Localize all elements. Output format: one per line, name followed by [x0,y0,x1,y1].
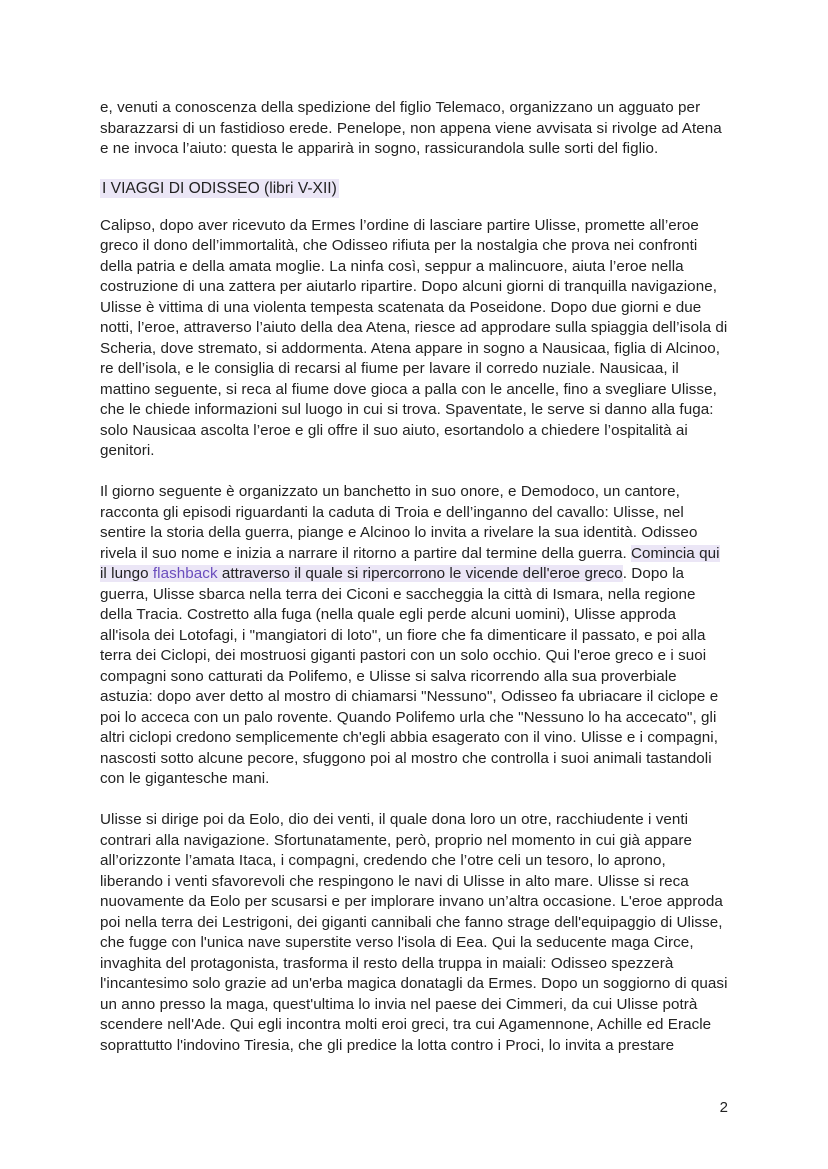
page-number: 2 [719,1099,728,1116]
text-line: invaghita del protagonista, trasforma il resto della truppa in maiali: Odisseo spezzerà [100,954,674,972]
text-line: all'isola dei Lotofagi, i "mangiatori di loto", un fiore che fa dimenticare il passato, e poi alla [100,626,706,644]
text-line: racconta gli episodi riguardanti la caduta di Troia e dell’inganno del cavallo: Ulisse, nel [100,503,684,521]
text-line: Il giorno seguente è organizzato un banchetto in suo onore, e Demodoco, un cantore, [100,483,680,500]
text-line: contrari alla navigazione. Sfortunatamente, però, proprio nel momento in cui già appare [100,831,692,849]
text-line [100,564,736,585]
text-line: e, venuti a conoscenza della spedizione del figlio Telemaco, organizzano un agguato per [100,99,701,116]
paragraph-eolo [100,810,736,1056]
text-line: Scheria, dove stremato, si addormenta. Atena appare in sogno a Nausicaa, figlia di Alcinoo, [100,339,721,357]
text-line: sentire la storia della guerra, piange e Alcinoo lo invita a rivelare la sua identità. Odisseo [100,524,698,541]
intro-paragraph [100,98,736,160]
text-span: rivela il suo nome e inizia a narrare il ritorno a partire dal termine della guerra. [100,544,632,562]
paragraph-calipso [100,216,736,462]
text-line: l'incantesimo solo grazie ad un'erba magica donatagli da Ermes. Dopo un soggiorno di quasi [100,975,728,992]
text-span: . Dopo la [622,565,685,582]
text-line: all’orizzonte l’amata Itaca, i compagni, credendo che l’otre celi un tesoro, lo aprono, [100,852,666,869]
text-line: altri ciclopi credono semplicemente ch'egli abbia esagerato con il vino. Ulisse e i compagni, [100,729,718,746]
text-line: della patria e della amata moglie. La ninfa così, seppur a malincuore, aiuta l’eroe nella [100,257,684,275]
text-line [100,544,736,565]
highlighted-text: Comincia qui [631,544,720,562]
text-line: liberando i venti sfavorevoli che respingono le navi di Ulisse in alto mare. Ulisse si reca [100,872,689,890]
text-line: poi nella terra dei Lestrigoni, dei giganti cannibali che fanno strage dell'equipaggio di Ulisse, [100,913,723,931]
text-line: costruzione di una zattera per aiutarlo ripartire. Dopo alcuni giorni di tranquilla navigazione, [100,278,717,295]
text-line: scendere nell'Ade. Qui egli incontra molti eroi greci, tra cui Agamennone, Achille ed Eracle [100,1016,712,1033]
text-line: un anno presso la maga, quest'ultima lo invia nel paese dei Cimmeri, da cui Ulisse potrà [100,995,698,1013]
text-line: nascosti sotto alcune pecore, sfuggono poi al mostro che controlla i suoi animali tastandoli [100,749,712,767]
text-line: sbarazzarsi di un fastidioso erede. Penelope, non appena viene avvisata si rivolge ad Atena [100,119,722,137]
section-heading [100,178,736,200]
text-line: con le gigantesche mani. [100,770,270,787]
text-line: notti, l’eroe, attraverso l’aiuto della dea Atena, riesce ad approdare sulla spiaggia dell’isola di [100,319,728,336]
text-line: Ulisse è vittima di una violenta tempesta scatenata da Poseidone. Dopo due giorni e due [100,298,702,316]
text-line: terra dei Ciclopi, dei mostruosi giganti pastori con un solo occhio. Qui l'eroe greco e i suoi [100,647,707,664]
document-page [100,98,736,1056]
text-line: nuovamente da Eolo per scusarsi e per implorare invano un’altra occasione. L'eroe approda [100,893,723,910]
highlighted-text: il lungo [100,565,153,582]
text-line: e ne invoca l’aiuto: questa le apparirà in sogno, rassicurandola sulle sorti del figlio. [100,140,659,157]
text-line: astuzia: dopo aver detto al mostro di chiamarsi "Nessuno", Odisseo fa ubriacare il ciclope e [100,688,719,705]
text-line: compagni sono catturati da Polifemo, e Ulisse si salva ricorrendo alla sua proverbiale [100,667,677,685]
text-line: guerra, Ulisse sbarca nella terra dei Ciconi e saccheggia la città di Ismara, nella regione [100,585,696,603]
text-line: greco il dono dell’immortalità, che Odisseo rifiuta per la nostalgia che prova nei confronti [100,237,698,254]
text-line: che le chiede informazioni sul luogo in cui si trova. Spaventate, le serve si danno alla fuga: [100,401,714,418]
text-line: genitori. [100,442,155,459]
text-line: re dell’isola, e le consiglia di recarsi al fiume per lavare il corredo nuziale. Nausicaa, il [100,360,679,377]
text-line: mattino seguente, si reca al fiume dove gioca a palla con le ancelle, fino a svegliare Ulisse, [100,380,717,398]
section-heading-text: I VIAGGI DI ODISSEO (libri V-XII) [102,179,337,197]
flashback-link[interactable]: flashback [152,565,218,582]
text-line: della Tracia. Costretto alla fuga (nella quale egli perde alcuni uomini), Ulisse approda [100,606,676,623]
text-line: soprattutto l'indovino Tiresia, che gli predice la lotta contro i Proci, lo invita a prestare [100,1036,675,1054]
paragraph-banchetto [100,482,736,790]
text-line: poi lo acceca con un palo rovente. Quando Polifemo urla che "Nessuno lo ha accecato", gli [100,708,717,726]
highlighted-text: attraverso il quale si ripercorrono le vicende dell'eroe greco [217,565,623,582]
text-line: Calipso, dopo aver ricevuto da Ermes l’ordine di lasciare partire Ulisse, promette all’eroe [100,216,699,234]
text-line: Ulisse si dirige poi da Eolo, dio dei venti, il quale dona loro un otre, racchiudente i venti [100,811,689,828]
text-line: che fugge con l'unica nave superstite verso l'isola di Eea. Qui la seducente maga Circe, [100,934,694,951]
text-line: solo Nausicaa ascolta l’eroe e gli offre il suo aiuto, esortandolo a chiedere l’ospitalità ai [100,421,688,439]
